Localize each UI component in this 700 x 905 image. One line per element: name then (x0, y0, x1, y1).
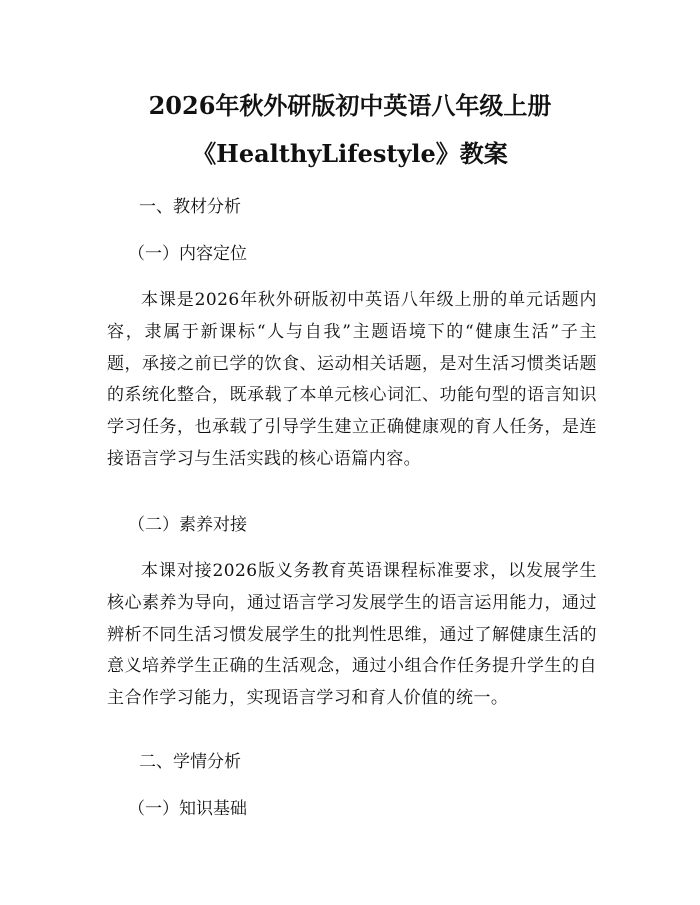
paragraph-content-positioning: 本课是2026年秋外研版初中英语八年级上册的单元话题内容，隶属于新课标“人与自我”主题语境下的“健康生活”子主题，承接之前已学的饮食、运动相关话题，是对生活习惯类话题的系统化整合，既承载了本单元核心词汇、功能句型的语言知识学习任务，也承载了引导学生建立正确健康观的育人任务，是连接语言学习与生活实践的核心语篇内容。 (107, 290, 597, 469)
subsection-heading-content-positioning: （一）内容定位 (128, 244, 247, 264)
section-heading-learner-analysis: 二、学情分析 (139, 752, 241, 772)
subsection-heading-literacy-alignment: （二）素养对接 (128, 515, 247, 535)
paragraph-literacy-alignment: 本课对接2026版义务教育英语课程标准要求，以发展学生核心素养为导向，通过语言学习发展学生的语言运用能力，通过辨析不同生活习惯发展学生的批判性思维，通过了解健康生活的意义培养学生正确的生活观念，通过小组合作任务提升学生的自主合作学习能力，实现语言学习和育人价值的统一。 (107, 561, 597, 709)
document-title-line-1: 2026年秋外研版初中英语八年级上册 (148, 91, 552, 120)
document-title-line-2: 《HealthyLifestyle》教案 (192, 139, 508, 168)
subsection-heading-knowledge-foundation: （一）知识基础 (128, 799, 247, 819)
section-heading-textbook-analysis: 一、教材分析 (139, 197, 241, 217)
